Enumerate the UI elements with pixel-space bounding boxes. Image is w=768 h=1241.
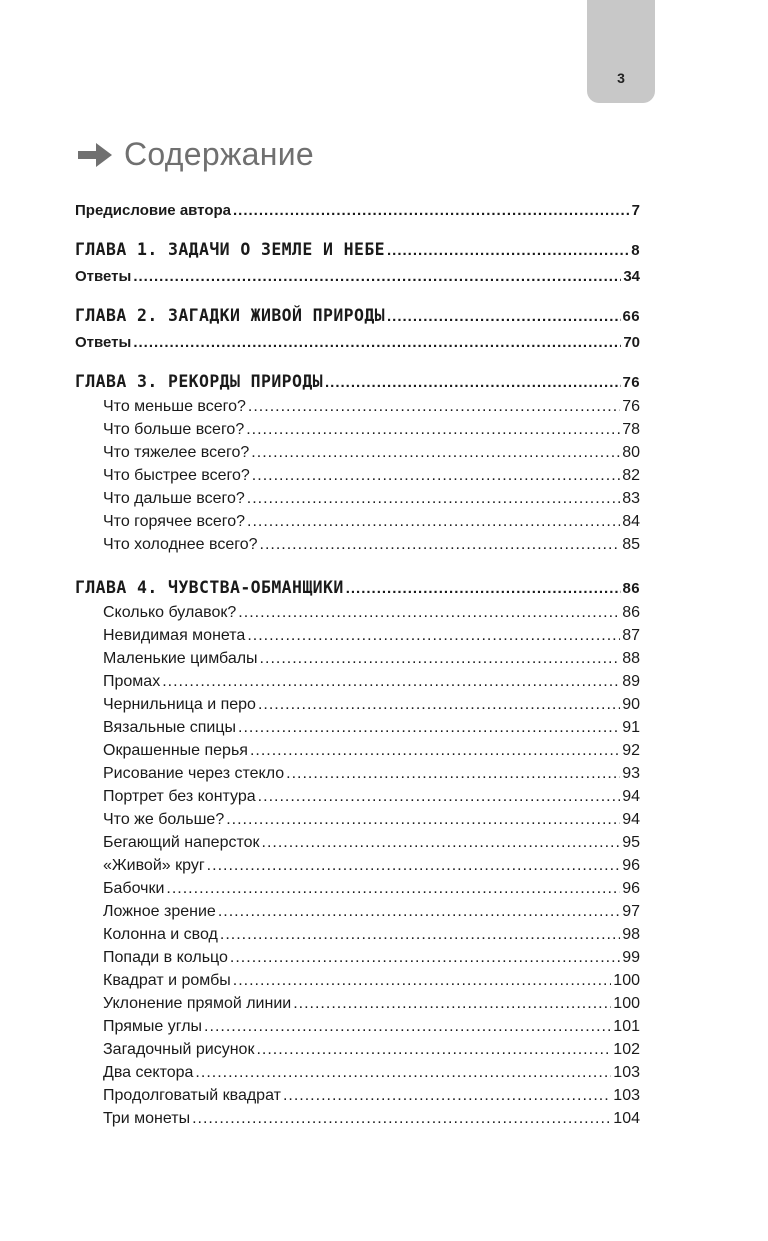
toc-item-label: Что холоднее всего? — [103, 536, 258, 553]
leader-dots — [218, 900, 620, 923]
leader-dots — [325, 369, 620, 395]
toc-item[interactable] — [75, 716, 640, 739]
toc-item[interactable] — [75, 441, 640, 464]
toc-chapter-page: 76 — [622, 374, 640, 391]
leader-dots — [258, 785, 621, 808]
toc-item-page: 102 — [613, 1041, 640, 1058]
toc-item[interactable] — [75, 418, 640, 441]
toc-item-page: 94 — [622, 811, 640, 828]
toc-answers-label: Ответы — [75, 334, 132, 351]
toc-item[interactable] — [75, 854, 640, 877]
toc-item-page: 104 — [613, 1110, 640, 1127]
toc-item-label: Сколько булавок? — [103, 604, 237, 621]
leader-dots — [246, 418, 620, 441]
toc-preface-page: 7 — [631, 202, 640, 219]
toc-item-page: 100 — [613, 995, 640, 1012]
leader-dots — [252, 464, 620, 487]
table-of-contents — [75, 197, 640, 1130]
toc-item[interactable] — [75, 1015, 640, 1038]
toc-chapter-label: ГЛАВА 3. РЕКОРДЫ ПРИРОДЫ — [75, 372, 324, 391]
toc-item-label: Уклонение прямой линии — [103, 995, 292, 1012]
toc-item[interactable] — [75, 601, 640, 624]
toc-item-page: 96 — [622, 857, 640, 874]
leader-dots — [233, 969, 612, 992]
toc-item[interactable] — [75, 900, 640, 923]
toc-header — [76, 136, 314, 173]
toc-item[interactable] — [75, 785, 640, 808]
toc-item[interactable] — [75, 877, 640, 900]
leader-dots — [262, 831, 621, 854]
toc-item[interactable] — [75, 923, 640, 946]
toc-item-label: Бабочки — [103, 880, 165, 897]
toc-chapter[interactable] — [75, 574, 640, 601]
leader-dots — [233, 197, 630, 224]
toc-item-label: Вязальные спицы — [103, 719, 237, 736]
toc-item-page: 89 — [622, 673, 640, 690]
toc-item-page: 86 — [622, 604, 640, 621]
leader-dots — [247, 624, 620, 647]
leader-dots — [247, 487, 620, 510]
leader-dots — [260, 647, 621, 670]
toc-item-label: Что больше всего? — [103, 421, 245, 438]
toc-preface[interactable] — [75, 197, 640, 224]
toc-item-label: Что же больше? — [103, 811, 225, 828]
toc-item-label: Что тяжелее всего? — [103, 444, 250, 461]
toc-chapter[interactable] — [75, 368, 640, 395]
toc-item-label: Что быстрее всего? — [103, 467, 250, 484]
toc-item-page: 99 — [622, 949, 640, 966]
toc-item[interactable] — [75, 395, 640, 418]
toc-item-page: 85 — [622, 536, 640, 553]
toc-item[interactable] — [75, 992, 640, 1015]
leader-dots — [283, 1084, 611, 1107]
leader-dots — [260, 533, 621, 556]
toc-answers-page: 34 — [623, 268, 640, 285]
toc-answers[interactable] — [75, 263, 640, 290]
toc-item-label: Ложное зрение — [103, 903, 216, 920]
leader-dots — [133, 329, 621, 356]
leader-dots — [387, 237, 629, 263]
toc-item-page: 96 — [622, 880, 640, 897]
toc-item-label: Рисование через стекло — [103, 765, 285, 782]
toc-item[interactable] — [75, 647, 640, 670]
toc-chapter-page: 86 — [622, 580, 640, 597]
toc-item-label: Бегающий наперсток — [103, 834, 260, 851]
toc-chapter[interactable] — [75, 302, 640, 329]
toc-chapter-page: 66 — [622, 308, 640, 325]
toc-chapter[interactable] — [75, 236, 640, 263]
toc-item-label: Три монеты — [103, 1110, 191, 1127]
toc-item-label: Невидимая монета — [103, 627, 246, 644]
leader-dots — [226, 808, 620, 831]
toc-item-page: 94 — [622, 788, 640, 805]
toc-item[interactable] — [75, 670, 640, 693]
toc-item-label: Квадрат и ромбы — [103, 972, 231, 989]
toc-item-page: 91 — [622, 719, 640, 736]
leader-dots — [387, 303, 620, 329]
toc-item-label: «Живой» круг — [103, 857, 205, 874]
toc-item-page: 98 — [622, 926, 640, 943]
toc-item[interactable] — [75, 510, 640, 533]
leader-dots — [133, 263, 621, 290]
toc-item-page: 90 — [622, 696, 640, 713]
toc-item-page: 92 — [622, 742, 640, 759]
leader-dots — [207, 854, 621, 877]
toc-item-label: Прямые углы — [103, 1018, 203, 1035]
leader-dots — [230, 946, 620, 969]
toc-chapter-label: ГЛАВА 4. ЧУВСТВА-ОБМАНЩИКИ — [75, 578, 344, 597]
leader-dots — [250, 739, 620, 762]
toc-chapter-page: 8 — [631, 242, 640, 259]
toc-item-label: Чернильница и перо — [103, 696, 256, 713]
page-tab — [587, 0, 655, 103]
leader-dots — [286, 762, 620, 785]
leader-dots — [293, 992, 611, 1015]
toc-item-label: Попади в кольцо — [103, 949, 228, 966]
leader-dots — [192, 1107, 611, 1130]
toc-item-label: Продолговатый квадрат — [103, 1087, 281, 1104]
leader-dots — [166, 877, 620, 900]
toc-item[interactable] — [75, 762, 640, 785]
toc-item-label: Что горячее всего? — [103, 513, 245, 530]
toc-item[interactable] — [75, 1038, 640, 1061]
toc-item[interactable] — [75, 808, 640, 831]
toc-item-label: Колонна и свод — [103, 926, 218, 943]
leader-dots — [195, 1061, 611, 1084]
arrow-right-icon — [76, 141, 114, 169]
leader-dots — [251, 441, 620, 464]
toc-item-page: 101 — [613, 1018, 640, 1035]
toc-chapter-label: ГЛАВА 1. ЗАДАЧИ О ЗЕМЛЕ И НЕБЕ — [75, 240, 386, 259]
toc-item[interactable] — [75, 969, 640, 992]
leader-dots — [247, 510, 620, 533]
toc-item[interactable] — [75, 624, 640, 647]
leader-dots — [256, 1038, 611, 1061]
leader-dots — [238, 601, 620, 624]
toc-item-page: 93 — [622, 765, 640, 782]
toc-item-label: Промах — [103, 673, 161, 690]
toc-item-page: 80 — [622, 444, 640, 461]
toc-item-page: 100 — [613, 972, 640, 989]
toc-preface-label: Предисловие автора — [75, 202, 231, 219]
page-title: Содержание — [124, 136, 315, 172]
toc-item[interactable] — [75, 487, 640, 510]
leader-dots — [258, 693, 620, 716]
page-number: 3 — [617, 70, 625, 86]
toc-item[interactable] — [75, 693, 640, 716]
leader-dots — [220, 923, 620, 946]
toc-item-page: 87 — [622, 627, 640, 644]
toc-item[interactable] — [75, 1084, 640, 1107]
toc-item-page: 103 — [613, 1087, 640, 1104]
toc-item-label: Окрашенные перья — [103, 742, 248, 759]
toc-chapter-label: ГЛАВА 2. ЗАГАДКИ ЖИВОЙ ПРИРОДЫ — [75, 306, 386, 325]
toc-item-page: 103 — [613, 1064, 640, 1081]
toc-item[interactable] — [75, 831, 640, 854]
toc-item-page: 78 — [622, 421, 640, 438]
toc-item-label: Что дальше всего? — [103, 490, 245, 507]
toc-item-label: Маленькие цимбалы — [103, 650, 258, 667]
toc-item-page: 97 — [622, 903, 640, 920]
toc-item-page: 82 — [622, 467, 640, 484]
toc-item[interactable] — [75, 1061, 640, 1084]
leader-dots — [346, 575, 621, 601]
toc-answers[interactable] — [75, 329, 640, 356]
toc-item-page: 88 — [622, 650, 640, 667]
toc-item[interactable] — [75, 533, 640, 556]
leader-dots — [162, 670, 620, 693]
toc-item-page: 76 — [622, 398, 640, 415]
leader-dots — [204, 1015, 611, 1038]
toc-item-page: 83 — [622, 490, 640, 507]
toc-item-label: Два сектора — [103, 1064, 194, 1081]
toc-item-label: Что меньше всего? — [103, 398, 246, 415]
toc-item[interactable] — [75, 946, 640, 969]
leader-dots — [238, 716, 620, 739]
toc-item-page: 84 — [622, 513, 640, 530]
toc-item[interactable] — [75, 739, 640, 762]
leader-dots — [248, 395, 620, 418]
toc-item-label: Портрет без контура — [103, 788, 256, 805]
toc-answers-page: 70 — [623, 334, 640, 351]
toc-item-label: Загадочный рисунок — [103, 1041, 255, 1058]
toc-item-page: 95 — [622, 834, 640, 851]
toc-item[interactable] — [75, 464, 640, 487]
toc-answers-label: Ответы — [75, 268, 132, 285]
toc-item[interactable] — [75, 1107, 640, 1130]
